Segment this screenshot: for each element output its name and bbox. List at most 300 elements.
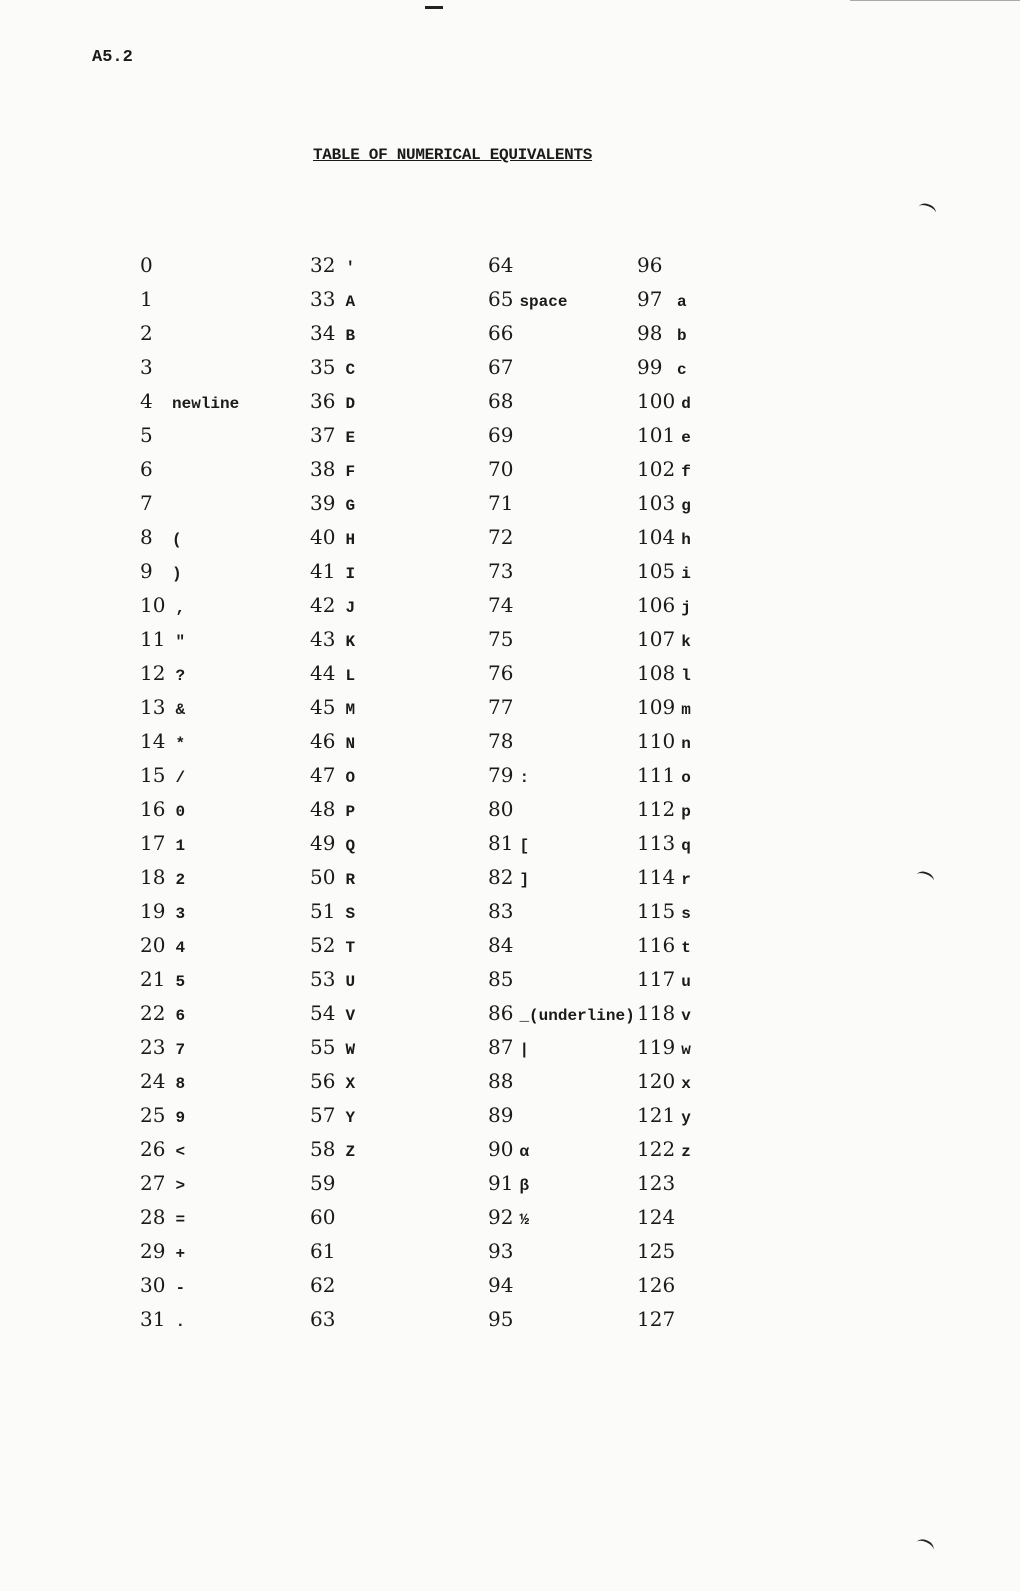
code-number: 100 — [637, 389, 676, 413]
character-equivalent: ' — [345, 259, 356, 277]
character-equivalent: c — [677, 361, 687, 379]
character-equivalent: f — [681, 463, 691, 481]
page-id: A5.2 — [92, 48, 133, 67]
character-equivalent: _(underline) — [519, 1007, 635, 1025]
table-entry — [310, 826, 355, 860]
table-entry — [140, 418, 239, 452]
code-number: 92 — [488, 1205, 514, 1229]
table-entry — [488, 758, 635, 792]
code-number: 108 — [637, 661, 676, 685]
code-number: 2 — [140, 321, 153, 345]
character-equivalent: i — [681, 565, 691, 583]
table-entry — [637, 520, 691, 554]
table-entry — [310, 758, 355, 792]
character-equivalent: . — [175, 1313, 186, 1331]
table-entry — [140, 1098, 239, 1132]
code-number: 25 — [140, 1103, 166, 1127]
character-equivalent: g — [681, 497, 691, 515]
character-equivalent: space — [519, 293, 568, 311]
character-equivalent: G — [345, 497, 356, 515]
code-number: 68 — [488, 389, 514, 413]
page-title: TABLE OF NUMERICAL EQUIVALENTS — [313, 146, 593, 164]
code-number: 122 — [637, 1137, 676, 1161]
table-entry — [140, 724, 239, 758]
table-entry — [310, 520, 355, 554]
table-entry — [637, 758, 691, 792]
table-entry — [637, 316, 691, 350]
table-entry — [140, 656, 239, 690]
character-equivalent: 1 — [175, 837, 186, 855]
table-entry — [488, 962, 635, 996]
table-entry — [637, 656, 691, 690]
character-equivalent: / — [175, 769, 186, 787]
table-entry — [637, 860, 691, 894]
table-entry — [488, 1030, 635, 1064]
table-entry — [637, 1302, 691, 1336]
table-entry — [637, 554, 691, 588]
character-equivalent: + — [175, 1245, 186, 1263]
table-entry — [637, 690, 691, 724]
code-number: 71 — [488, 491, 514, 515]
code-number: 3 — [140, 355, 153, 379]
character-equivalent: W — [345, 1041, 356, 1059]
table-entry — [140, 554, 239, 588]
table-entry — [310, 690, 355, 724]
table-entry — [140, 622, 239, 656]
code-number: 127 — [637, 1307, 676, 1331]
character-equivalent: I — [345, 565, 356, 583]
code-number: 73 — [488, 559, 514, 583]
code-number: 86 — [488, 1001, 514, 1025]
code-number: 121 — [637, 1103, 676, 1127]
character-equivalent: 4 — [175, 939, 186, 957]
code-number: 59 — [310, 1171, 336, 1195]
table-entry — [140, 588, 239, 622]
code-number: 43 — [310, 627, 336, 651]
code-number: 53 — [310, 967, 336, 991]
table-entry — [637, 1200, 691, 1234]
table-entry — [637, 962, 691, 996]
table-entry — [310, 656, 355, 690]
table-entry — [310, 928, 355, 962]
table-entry — [637, 1064, 691, 1098]
table-entry — [637, 486, 691, 520]
code-number: 104 — [637, 525, 676, 549]
code-number: 62 — [310, 1273, 336, 1297]
table-entry — [140, 248, 239, 282]
character-equivalent: x — [681, 1075, 691, 1093]
table-entry — [637, 826, 691, 860]
table-entry — [140, 962, 239, 996]
table-entry — [310, 384, 355, 418]
table-entry — [488, 1200, 635, 1234]
table-entry — [140, 1166, 239, 1200]
binder-hole-mark — [914, 1537, 935, 1555]
table-entry — [488, 520, 635, 554]
code-number: 47 — [310, 763, 336, 787]
table-entry — [310, 1268, 355, 1302]
code-number: 106 — [637, 593, 676, 617]
character-equivalent: N — [345, 735, 356, 753]
table-entry — [140, 826, 239, 860]
table-entry — [310, 486, 355, 520]
table-entry — [488, 316, 635, 350]
code-number: 78 — [488, 729, 514, 753]
table-entry — [488, 792, 635, 826]
character-equivalent: , — [175, 599, 186, 617]
table-entry — [637, 894, 691, 928]
code-number: 107 — [637, 627, 676, 651]
table-entry — [488, 350, 635, 384]
code-number: 118 — [637, 1001, 676, 1025]
table-entry — [310, 316, 355, 350]
table-entry — [140, 1234, 239, 1268]
code-number: 61 — [310, 1239, 336, 1263]
table-entry — [310, 724, 355, 758]
character-equivalent: J — [345, 599, 356, 617]
code-number: 24 — [140, 1069, 166, 1093]
table-entry — [310, 1200, 355, 1234]
table-entry — [310, 1030, 355, 1064]
code-number: 109 — [637, 695, 676, 719]
code-number: 6 — [140, 457, 153, 481]
character-equivalent: B — [345, 327, 356, 345]
character-equivalent: o — [681, 769, 691, 787]
table-entry — [488, 588, 635, 622]
code-number: 17 — [140, 831, 166, 855]
table-entry — [488, 486, 635, 520]
code-number: 36 — [310, 389, 336, 413]
table-entry — [310, 1098, 355, 1132]
code-number: 5 — [140, 423, 153, 447]
character-equivalent: = — [175, 1211, 186, 1229]
table-entry — [140, 1030, 239, 1064]
table-entry — [488, 418, 635, 452]
table-entry — [488, 724, 635, 758]
code-number: 52 — [310, 933, 336, 957]
table-entry — [140, 316, 239, 350]
code-number: 16 — [140, 797, 166, 821]
code-number: 72 — [488, 525, 514, 549]
character-equivalent: e — [681, 429, 691, 447]
code-number: 9 — [140, 559, 153, 583]
table-entry — [310, 622, 355, 656]
code-number: 98 — [637, 321, 663, 345]
table-entry — [310, 1302, 355, 1336]
table-entry — [140, 792, 239, 826]
code-number: 30 — [140, 1273, 166, 1297]
code-number: 65 — [488, 287, 514, 311]
code-number: 82 — [488, 865, 514, 889]
table-entry — [140, 894, 239, 928]
code-number: 93 — [488, 1239, 514, 1263]
table-entry — [637, 1166, 691, 1200]
scan-edge-rule — [850, 0, 1020, 1]
character-equivalent: E — [345, 429, 356, 447]
character-equivalent: & — [175, 701, 186, 719]
code-number: 11 — [140, 627, 166, 651]
table-entry — [488, 622, 635, 656]
table-entry — [140, 996, 239, 1030]
character-equivalent: S — [345, 905, 356, 923]
code-number: 66 — [488, 321, 514, 345]
code-number: 74 — [488, 593, 514, 617]
code-number: 79 — [488, 763, 514, 787]
character-equivalent: H — [345, 531, 356, 549]
character-equivalent: | — [519, 1041, 530, 1059]
code-number: 88 — [488, 1069, 514, 1093]
code-number: 33 — [310, 287, 336, 311]
code-number: 20 — [140, 933, 166, 957]
table-entry — [637, 384, 691, 418]
code-number: 40 — [310, 525, 336, 549]
code-number: 84 — [488, 933, 514, 957]
code-number: 75 — [488, 627, 514, 651]
code-number: 32 — [310, 253, 336, 277]
table-entry — [637, 1234, 691, 1268]
character-equivalent: O — [345, 769, 356, 787]
code-number: 15 — [140, 763, 166, 787]
table-entry — [637, 282, 691, 316]
character-equivalent: m — [681, 701, 691, 719]
table-entry — [310, 1064, 355, 1098]
code-number: 46 — [310, 729, 336, 753]
code-number: 51 — [310, 899, 336, 923]
character-equivalent: M — [345, 701, 356, 719]
character-equivalent: Z — [345, 1143, 356, 1161]
character-equivalent: r — [681, 871, 691, 889]
code-number: 21 — [140, 967, 166, 991]
code-number: 41 — [310, 559, 336, 583]
character-equivalent: " — [175, 633, 186, 651]
code-number: 101 — [637, 423, 676, 447]
character-equivalent: V — [345, 1007, 356, 1025]
character-equivalent: P — [345, 803, 356, 821]
code-number: 87 — [488, 1035, 514, 1059]
code-number: 7 — [140, 491, 153, 515]
character-equivalent: u — [681, 973, 691, 991]
code-number: 111 — [637, 763, 676, 787]
code-number: 42 — [310, 593, 336, 617]
character-equivalent: v — [681, 1007, 691, 1025]
code-number: 99 — [637, 355, 663, 379]
code-number: 95 — [488, 1307, 514, 1331]
code-number: 119 — [637, 1035, 676, 1059]
code-number: 105 — [637, 559, 676, 583]
code-number: 126 — [637, 1273, 676, 1297]
table-entry — [310, 792, 355, 826]
code-number: 10 — [140, 593, 166, 617]
table-entry — [637, 1098, 691, 1132]
code-number: 116 — [637, 933, 676, 957]
table-entry — [140, 350, 239, 384]
character-equivalent: > — [175, 1177, 186, 1195]
table-column-96-127 — [637, 248, 691, 1336]
code-number: 38 — [310, 457, 336, 481]
table-entry — [488, 1098, 635, 1132]
character-equivalent: z — [681, 1143, 691, 1161]
table-entry — [140, 758, 239, 792]
character-equivalent: w — [681, 1041, 691, 1059]
code-number: 12 — [140, 661, 166, 685]
table-entry — [310, 554, 355, 588]
code-number: 4 — [140, 389, 153, 413]
table-entry — [488, 384, 635, 418]
code-number: 67 — [488, 355, 514, 379]
code-number: 94 — [488, 1273, 514, 1297]
table-entry — [637, 418, 691, 452]
table-entry — [488, 554, 635, 588]
table-entry — [637, 588, 691, 622]
character-equivalent: ] — [519, 871, 530, 889]
table-entry — [140, 1302, 239, 1336]
character-equivalent: 7 — [175, 1041, 186, 1059]
character-equivalent: s — [681, 905, 691, 923]
code-number: 28 — [140, 1205, 166, 1229]
code-number: 0 — [140, 253, 153, 277]
table-entry — [140, 928, 239, 962]
table-entry — [488, 656, 635, 690]
binder-hole-mark — [914, 869, 935, 886]
table-entry — [637, 452, 691, 486]
code-number: 44 — [310, 661, 336, 685]
character-equivalent: 5 — [175, 973, 186, 991]
code-number: 76 — [488, 661, 514, 685]
code-number: 45 — [310, 695, 336, 719]
table-entry — [310, 452, 355, 486]
table-entry — [310, 248, 355, 282]
table-entry — [637, 622, 691, 656]
table-entry — [488, 1064, 635, 1098]
code-number: 90 — [488, 1137, 514, 1161]
character-equivalent: h — [681, 531, 691, 549]
code-number: 1 — [140, 287, 153, 311]
code-number: 57 — [310, 1103, 336, 1127]
code-number: 83 — [488, 899, 514, 923]
table-entry — [488, 248, 635, 282]
table-entry — [310, 860, 355, 894]
table-column-0-31 — [140, 248, 239, 1336]
table-entry — [488, 928, 635, 962]
code-number: 63 — [310, 1307, 336, 1331]
table-entry — [488, 452, 635, 486]
code-number: 31 — [140, 1307, 166, 1331]
character-equivalent: ) — [172, 565, 182, 583]
character-equivalent: < — [175, 1143, 186, 1161]
code-number: 26 — [140, 1137, 166, 1161]
table-entry — [310, 1166, 355, 1200]
code-number: 120 — [637, 1069, 676, 1093]
code-number: 125 — [637, 1239, 676, 1263]
character-equivalent: 3 — [175, 905, 186, 923]
table-entry — [310, 588, 355, 622]
table-entry — [488, 1302, 635, 1336]
table-entry — [637, 724, 691, 758]
table-entry — [140, 860, 239, 894]
code-number: 8 — [140, 525, 153, 549]
table-entry — [310, 894, 355, 928]
character-equivalent: ( — [172, 531, 182, 549]
character-equivalent: t — [681, 939, 691, 957]
code-number: 54 — [310, 1001, 336, 1025]
table-entry — [140, 690, 239, 724]
table-entry — [488, 282, 635, 316]
table-entry — [140, 1268, 239, 1302]
character-equivalent: : — [519, 769, 530, 787]
character-equivalent: j — [681, 599, 691, 617]
table-entry — [140, 1132, 239, 1166]
character-equivalent: X — [345, 1075, 356, 1093]
code-number: 103 — [637, 491, 676, 515]
table-entry — [310, 282, 355, 316]
character-equivalent: q — [681, 837, 691, 855]
code-number: 56 — [310, 1069, 336, 1093]
table-entry — [140, 486, 239, 520]
table-entry — [488, 1132, 635, 1166]
character-equivalent: l — [681, 667, 691, 685]
table-entry — [637, 928, 691, 962]
code-number: 22 — [140, 1001, 166, 1025]
character-equivalent: α — [519, 1143, 530, 1161]
code-number: 34 — [310, 321, 336, 345]
code-number: 91 — [488, 1171, 514, 1195]
table-entry — [637, 1030, 691, 1064]
code-number: 113 — [637, 831, 676, 855]
code-number: 69 — [488, 423, 514, 447]
table-column-64-95 — [488, 248, 635, 1336]
code-number: 89 — [488, 1103, 514, 1127]
code-number: 97 — [637, 287, 663, 311]
table-entry — [310, 418, 355, 452]
character-equivalent: k — [681, 633, 691, 651]
code-number: 55 — [310, 1035, 336, 1059]
code-number: 102 — [637, 457, 676, 481]
code-number: 70 — [488, 457, 514, 481]
character-equivalent: d — [681, 395, 691, 413]
code-number: 81 — [488, 831, 514, 855]
character-equivalent: 2 — [175, 871, 186, 889]
character-equivalent: ? — [175, 667, 186, 685]
character-equivalent: U — [345, 973, 356, 991]
table-entry — [310, 350, 355, 384]
code-number: 49 — [310, 831, 336, 855]
code-number: 64 — [488, 253, 514, 277]
table-entry — [637, 350, 691, 384]
character-equivalent: p — [681, 803, 691, 821]
character-equivalent: C — [345, 361, 356, 379]
table-entry — [488, 996, 635, 1030]
code-number: 19 — [140, 899, 166, 923]
table-entry — [637, 792, 691, 826]
code-number: 114 — [637, 865, 676, 889]
character-equivalent: R — [345, 871, 356, 889]
character-equivalent: A — [345, 293, 356, 311]
table-entry — [488, 1268, 635, 1302]
code-number: 112 — [637, 797, 676, 821]
character-equivalent: y — [681, 1109, 691, 1127]
character-equivalent: ½ — [519, 1211, 530, 1229]
code-number: 37 — [310, 423, 336, 447]
character-equivalent: newline — [172, 395, 240, 413]
code-number: 124 — [637, 1205, 676, 1229]
code-number: 35 — [310, 355, 336, 379]
scan-mark-top — [425, 6, 443, 9]
character-equivalent: 9 — [175, 1109, 186, 1127]
table-entry — [140, 1200, 239, 1234]
code-number: 85 — [488, 967, 514, 991]
code-number: 14 — [140, 729, 166, 753]
character-equivalent: 6 — [175, 1007, 186, 1025]
